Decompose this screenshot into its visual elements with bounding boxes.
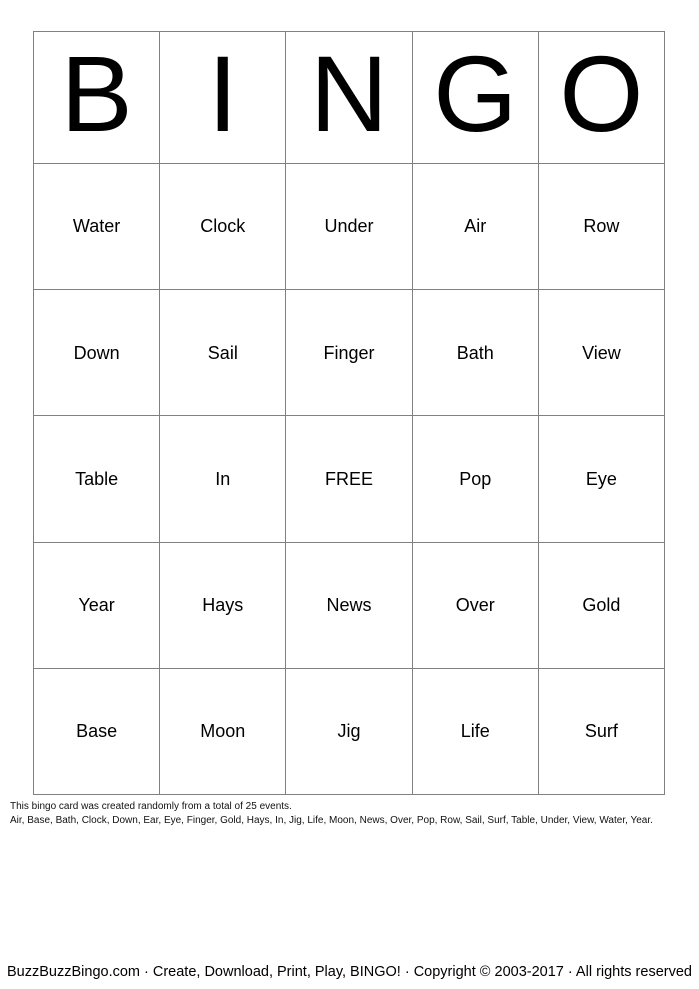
- bingo-header-letter-b: B: [34, 32, 160, 164]
- bingo-cell[interactable]: Down: [34, 290, 160, 416]
- bingo-cell[interactable]: Eye: [539, 416, 665, 542]
- bingo-cell[interactable]: Surf: [539, 669, 665, 795]
- bingo-cell[interactable]: Life: [413, 669, 539, 795]
- page-footer: [0, 962, 699, 982]
- bingo-cell[interactable]: Bath: [413, 290, 539, 416]
- card-caption: [10, 800, 670, 827]
- bingo-cell[interactable]: Water: [34, 164, 160, 290]
- footer-text: BuzzBuzzBingo.com · Create, Download, Print, Play, BINGO! · Copyright © 2003-2017 · All rights reserved: [7, 964, 692, 980]
- bingo-row-1: [34, 164, 665, 290]
- bingo-cell[interactable]: News: [286, 543, 412, 669]
- bingo-row-5: [34, 669, 665, 795]
- bingo-cell[interactable]: Pop: [413, 416, 539, 542]
- bingo-cell[interactable]: Table: [34, 416, 160, 542]
- bingo-cell[interactable]: Row: [539, 164, 665, 290]
- bingo-cell[interactable]: Finger: [286, 290, 412, 416]
- bingo-header-letter-g: G: [413, 32, 539, 164]
- bingo-cell[interactable]: View: [539, 290, 665, 416]
- bingo-header-letter-n: N: [286, 32, 412, 164]
- caption-event-list: Air, Base, Bath, Clock, Down, Ear, Eye, Finger, Gold, Hays, In, Jig, Life, Moon, News, Over, Pop, Row, Sail, Surf, Table, Under, View, Water, Year.: [10, 814, 653, 826]
- bingo-free-cell[interactable]: FREE: [286, 416, 412, 542]
- bingo-cell[interactable]: Over: [413, 543, 539, 669]
- bingo-cell[interactable]: Air: [413, 164, 539, 290]
- bingo-row-3: [34, 416, 665, 542]
- bingo-cell[interactable]: In: [160, 416, 286, 542]
- bingo-cell[interactable]: Gold: [539, 543, 665, 669]
- bingo-header-letter-o: O: [539, 32, 665, 164]
- bingo-cell[interactable]: Base: [34, 669, 160, 795]
- bingo-row-2: [34, 290, 665, 416]
- bingo-cell[interactable]: Hays: [160, 543, 286, 669]
- bingo-row-4: [34, 543, 665, 669]
- bingo-cell[interactable]: Year: [34, 543, 160, 669]
- bingo-header-row: [34, 32, 665, 164]
- bingo-card: [33, 31, 665, 795]
- bingo-cell[interactable]: Moon: [160, 669, 286, 795]
- bingo-cell[interactable]: Under: [286, 164, 412, 290]
- bingo-cell[interactable]: Clock: [160, 164, 286, 290]
- bingo-cell[interactable]: Jig: [286, 669, 412, 795]
- bingo-header-letter-i: I: [160, 32, 286, 164]
- caption-summary-line: This bingo card was created randomly from a total of 25 events.: [10, 801, 292, 812]
- bingo-cell[interactable]: Sail: [160, 290, 286, 416]
